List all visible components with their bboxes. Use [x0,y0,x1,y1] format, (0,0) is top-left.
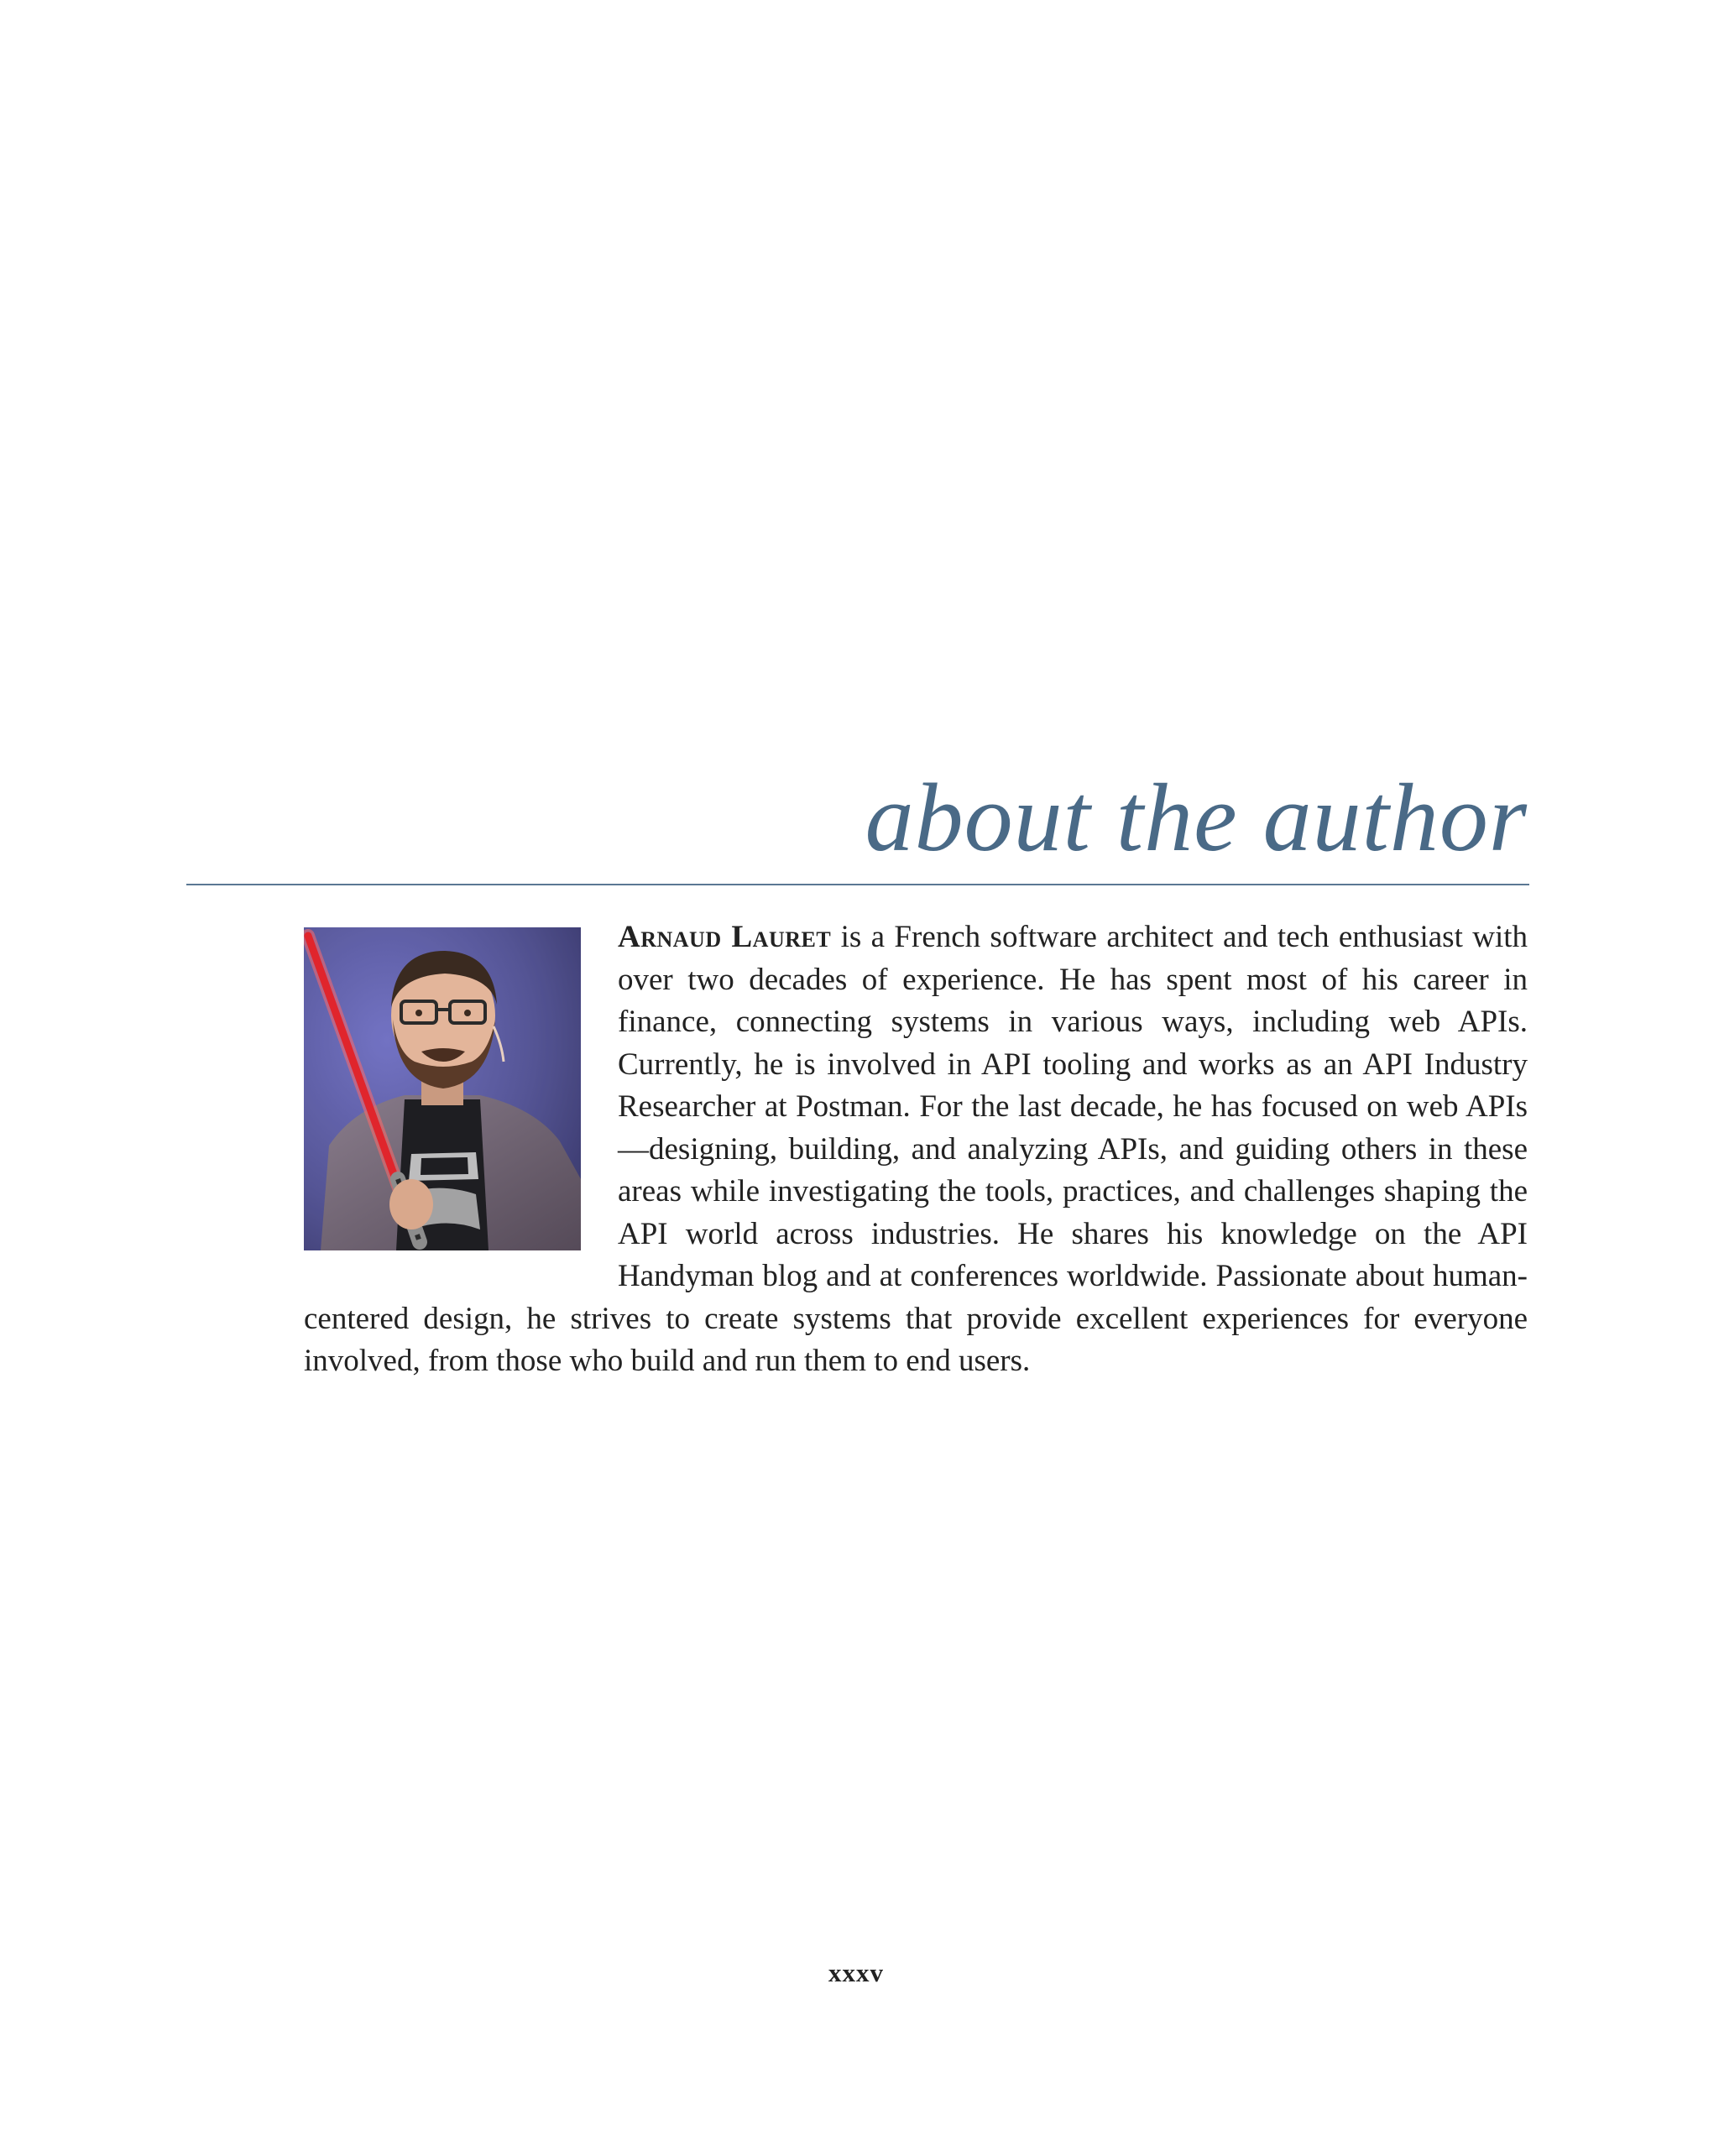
author-name: Arnaud Lauret [618,920,832,954]
author-portrait-icon [304,927,581,1250]
page-number: xxxv [828,1958,884,1987]
author-bio [304,916,1528,1383]
section-title: about the author [865,765,1528,872]
bio-text: is a French software architect and tech enthusiast with over two decades of experience. He has spent most of his career in finance, connecting systems in various ways, including web APIs. Currently, he is involved in API tooling and works as an API Industry Researcher at Postman. For the last decade, he has focused on web APIs—designing, building, and analyzing APIs, and guiding others in these areas while investigating the tools, practices, and challenges shaping the API world across industries. He shares his knowledge on the API Handyman blog and at conferences worldwide. Passionate about human-centered design, he strives to create systems that provide excellent experiences for everyone involved, from those who build and run them to end users. [304,920,1528,1378]
title-divider [186,884,1529,885]
